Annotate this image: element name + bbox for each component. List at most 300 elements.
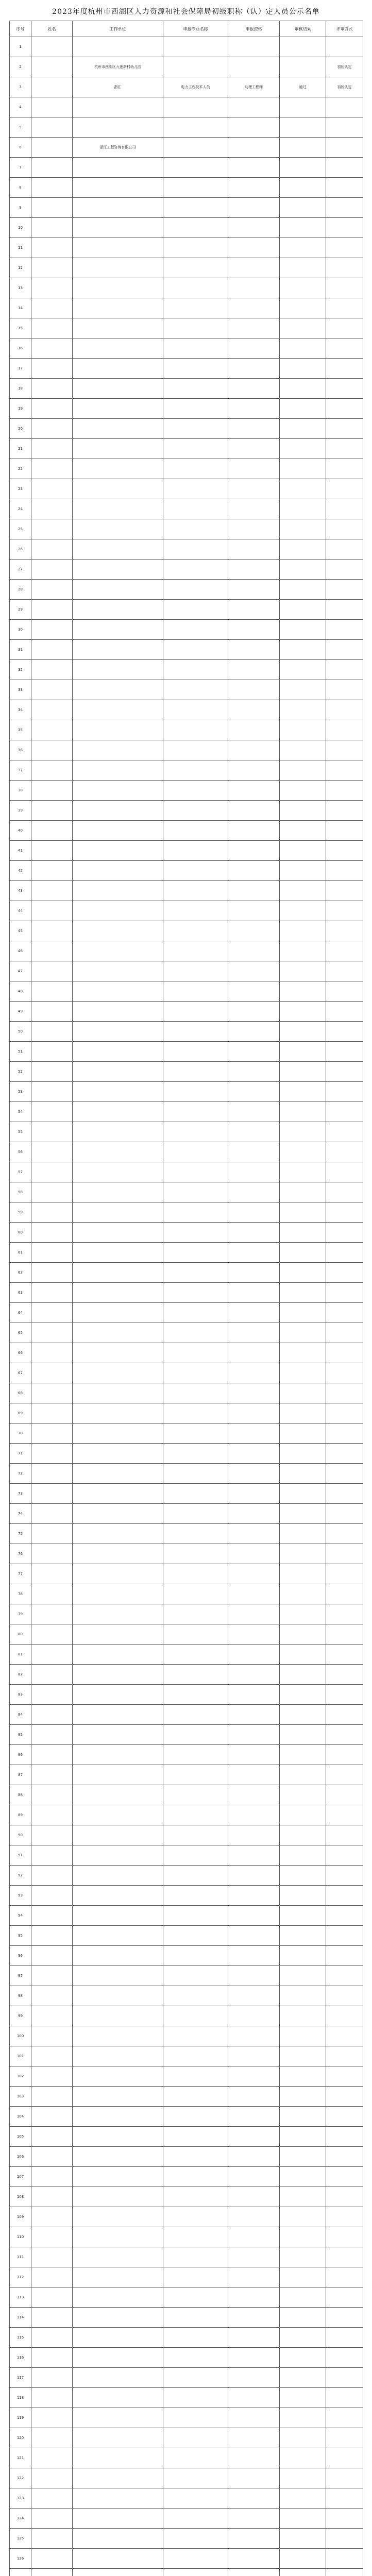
table-row — [10, 1303, 363, 1323]
cell-qualification — [228, 1102, 280, 1122]
cell-index: 74 — [10, 1504, 31, 1524]
cell-name — [31, 238, 73, 258]
cell-review-method — [326, 2468, 363, 2488]
cell-index: 70 — [10, 1423, 31, 1444]
table-row — [10, 861, 363, 881]
cell-review-result — [280, 580, 326, 600]
cell-name — [31, 1805, 73, 1825]
cell-review-result — [280, 881, 326, 901]
cell-review-method — [326, 700, 363, 720]
cell-review-method — [326, 1464, 363, 1484]
cell-index: 125 — [10, 2529, 31, 2549]
cell-qualification — [228, 921, 280, 941]
cell-major — [163, 419, 228, 439]
cell-index: 101 — [10, 2046, 31, 2066]
cell-work-unit — [73, 1886, 163, 1906]
cell-work-unit — [73, 1845, 163, 1866]
cell-index: 120 — [10, 2428, 31, 2448]
cell-work-unit — [73, 359, 163, 379]
cell-review-result — [280, 1825, 326, 1845]
cell-index: 27 — [10, 560, 31, 580]
cell-review-method — [326, 981, 363, 1002]
cell-work-unit — [73, 1263, 163, 1283]
cell-index: 110 — [10, 2227, 31, 2247]
cell-index: 105 — [10, 2127, 31, 2147]
cell-work-unit — [73, 2147, 163, 2167]
cell-major — [163, 2368, 228, 2388]
cell-index: 23 — [10, 479, 31, 499]
cell-major — [163, 1464, 228, 1484]
cell-review-method — [326, 1484, 363, 1504]
cell-index: 96 — [10, 1946, 31, 1966]
cell-work-unit — [73, 1866, 163, 1886]
cell-review-method — [326, 1745, 363, 1765]
cell-major — [163, 1886, 228, 1906]
cell-qualification — [228, 2308, 280, 2328]
cell-major — [163, 158, 228, 178]
cell-name — [31, 2408, 73, 2428]
cell-qualification — [228, 2368, 280, 2388]
table-row — [10, 560, 363, 580]
cell-review-result — [280, 1886, 326, 1906]
cell-qualification — [228, 57, 280, 77]
cell-qualification — [228, 1484, 280, 1504]
cell-review-method — [326, 801, 363, 821]
cell-review-result — [280, 459, 326, 479]
table-row — [10, 77, 363, 97]
cell-major — [163, 1926, 228, 1946]
cell-review-method — [326, 1062, 363, 1082]
cell-work-unit — [73, 1825, 163, 1845]
cell-review-method — [326, 740, 363, 760]
cell-name — [31, 1645, 73, 1665]
cell-review-result — [280, 318, 326, 338]
table-row — [10, 2368, 363, 2388]
cell-index: 37 — [10, 760, 31, 781]
cell-review-method — [326, 660, 363, 680]
cell-name — [31, 1705, 73, 1725]
cell-review-result — [280, 2549, 326, 2569]
cell-qualification — [228, 1202, 280, 1223]
cell-review-method — [326, 1444, 363, 1464]
cell-review-result — [280, 1423, 326, 1444]
cell-review-result — [280, 640, 326, 660]
cell-major — [163, 117, 228, 138]
cell-index: 84 — [10, 1705, 31, 1725]
table-row — [10, 2549, 363, 2569]
cell-index: 94 — [10, 1906, 31, 1926]
table-row — [10, 298, 363, 318]
cell-index: 115 — [10, 2328, 31, 2348]
cell-qualification — [228, 620, 280, 640]
table-row — [10, 1705, 363, 1725]
cell-qualification — [228, 2328, 280, 2348]
table-row — [10, 1464, 363, 1484]
cell-review-result — [280, 399, 326, 419]
cell-work-unit — [73, 1604, 163, 1624]
cell-name — [31, 660, 73, 680]
cell-review-method — [326, 1946, 363, 1966]
cell-work-unit — [73, 158, 163, 178]
table-header-row — [10, 21, 363, 37]
cell-name — [31, 399, 73, 419]
cell-qualification — [228, 1323, 280, 1343]
cell-review-result — [280, 178, 326, 198]
cell-review-method — [326, 1263, 363, 1283]
cell-qualification — [228, 97, 280, 117]
cell-work-unit — [73, 1283, 163, 1303]
table-row — [10, 238, 363, 258]
cell-review-result — [280, 1002, 326, 1022]
cell-review-result — [280, 2509, 326, 2529]
cell-name — [31, 1564, 73, 1584]
cell-review-result — [280, 238, 326, 258]
cell-major — [163, 519, 228, 539]
cell-work-unit — [73, 1946, 163, 1966]
cell-qualification — [228, 1845, 280, 1866]
cell-work-unit — [73, 1805, 163, 1825]
cell-work-unit — [73, 479, 163, 499]
cell-index: 44 — [10, 901, 31, 921]
cell-major — [163, 1082, 228, 1102]
cell-index: 21 — [10, 439, 31, 459]
table-row — [10, 2207, 363, 2227]
cell-review-method — [326, 479, 363, 499]
cell-work-unit — [73, 1584, 163, 1604]
cell-work-unit — [73, 1082, 163, 1102]
cell-work-unit — [73, 981, 163, 1002]
table-row — [10, 2308, 363, 2328]
cell-review-result — [280, 278, 326, 298]
table-row — [10, 1825, 363, 1845]
table-row — [10, 1624, 363, 1645]
cell-qualification — [228, 2549, 280, 2569]
cell-name — [31, 760, 73, 781]
cell-work-unit — [73, 2046, 163, 2066]
cell-review-method — [326, 399, 363, 419]
table-row — [10, 740, 363, 760]
cell-work-unit — [73, 379, 163, 399]
table-row — [10, 2227, 363, 2247]
cell-review-result — [280, 258, 326, 278]
cell-name — [31, 37, 73, 57]
cell-qualification — [228, 338, 280, 359]
cell-review-result — [280, 138, 326, 158]
cell-major — [163, 2428, 228, 2448]
cell-review-method — [326, 841, 363, 861]
cell-name — [31, 961, 73, 981]
cell-major — [163, 37, 228, 57]
cell-work-unit — [73, 2529, 163, 2549]
cell-review-method — [326, 1966, 363, 1986]
cell-name — [31, 2227, 73, 2247]
cell-review-method — [326, 1805, 363, 1825]
cell-review-method — [326, 1866, 363, 1886]
cell-qualification — [228, 1062, 280, 1082]
cell-name — [31, 1082, 73, 1102]
cell-qualification — [228, 781, 280, 801]
cell-index: 65 — [10, 1323, 31, 1343]
cell-major — [163, 1564, 228, 1584]
cell-name — [31, 1062, 73, 1082]
cell-qualification — [228, 2026, 280, 2046]
cell-work-unit — [73, 2207, 163, 2227]
cell-name — [31, 338, 73, 359]
cell-review-method — [326, 1223, 363, 1243]
cell-index: 4 — [10, 97, 31, 117]
cell-work-unit — [73, 2127, 163, 2147]
cell-work-unit — [73, 1202, 163, 1223]
table-row — [10, 1363, 363, 1383]
cell-qualification — [228, 801, 280, 821]
cell-review-method — [326, 2026, 363, 2046]
cell-review-result — [280, 1062, 326, 1082]
cell-index: 59 — [10, 1202, 31, 1223]
cell-major — [163, 2348, 228, 2368]
table-row — [10, 580, 363, 600]
cell-name — [31, 1544, 73, 1564]
cell-review-method — [326, 338, 363, 359]
cell-review-result — [280, 57, 326, 77]
cell-index: 66 — [10, 1343, 31, 1363]
table-row — [10, 1866, 363, 1886]
cell-index: 8 — [10, 178, 31, 198]
cell-name — [31, 1886, 73, 1906]
cell-review-result — [280, 2187, 326, 2207]
cell-index: 109 — [10, 2207, 31, 2227]
cell-review-method — [326, 1343, 363, 1363]
cell-name — [31, 298, 73, 318]
cell-work-unit — [73, 2428, 163, 2448]
cell-review-method — [326, 1202, 363, 1223]
cell-major — [163, 2087, 228, 2107]
cell-work-unit — [73, 620, 163, 640]
cell-name — [31, 1866, 73, 1886]
cell-index: 19 — [10, 399, 31, 419]
cell-review-method — [326, 519, 363, 539]
cell-major — [163, 600, 228, 620]
cell-qualification — [228, 981, 280, 1002]
cell-review-result — [280, 1564, 326, 1584]
cell-review-method — [326, 1142, 363, 1162]
cell-qualification — [228, 1645, 280, 1665]
cell-index: 119 — [10, 2408, 31, 2428]
cell-major — [163, 2388, 228, 2408]
table-row — [10, 2046, 363, 2066]
cell-major — [163, 781, 228, 801]
cell-name — [31, 1524, 73, 1544]
cell-index: 5 — [10, 117, 31, 138]
cell-work-unit — [73, 1624, 163, 1645]
cell-name — [31, 479, 73, 499]
cell-review-method — [326, 2247, 363, 2267]
table-row — [10, 2127, 363, 2147]
cell-work-unit — [73, 2087, 163, 2107]
table-row — [10, 258, 363, 278]
table-row — [10, 1845, 363, 1866]
table-row — [10, 1102, 363, 1122]
cell-index: 121 — [10, 2448, 31, 2468]
cell-name — [31, 519, 73, 539]
cell-review-result — [280, 1122, 326, 1142]
cell-qualification — [228, 740, 280, 760]
cell-qualification — [228, 1785, 280, 1805]
cell-work-unit — [73, 2408, 163, 2428]
cell-index: 13 — [10, 278, 31, 298]
cell-review-method — [326, 1845, 363, 1866]
cell-qualification — [228, 2167, 280, 2187]
cell-work-unit — [73, 539, 163, 560]
cell-index — [10, 2569, 31, 2576]
cell-index: 87 — [10, 1765, 31, 1785]
cell-index: 90 — [10, 1825, 31, 1845]
cell-name — [31, 97, 73, 117]
cell-review-result — [280, 2026, 326, 2046]
cell-name — [31, 981, 73, 1002]
table-row — [10, 37, 363, 57]
cell-major — [163, 1022, 228, 1042]
cell-review-method — [326, 2348, 363, 2368]
cell-qualification — [228, 158, 280, 178]
cell-qualification — [228, 238, 280, 258]
cell-review-result — [280, 660, 326, 680]
cell-review-method — [326, 560, 363, 580]
cell-major — [163, 2488, 228, 2509]
cell-major — [163, 1845, 228, 1866]
cell-review-result — [280, 981, 326, 1002]
cell-qualification — [228, 1866, 280, 1886]
cell-major — [163, 2549, 228, 2569]
cell-name — [31, 680, 73, 700]
table-row — [10, 158, 363, 178]
cell-review-result — [280, 2247, 326, 2267]
cell-review-result — [280, 439, 326, 459]
cell-qualification — [228, 2207, 280, 2227]
cell-major — [163, 1604, 228, 1624]
cell-major — [163, 1544, 228, 1564]
cell-review-method — [326, 1243, 363, 1263]
cell-qualification — [228, 178, 280, 198]
cell-major — [163, 1986, 228, 2006]
cell-name — [31, 1966, 73, 1986]
cell-review-method — [326, 901, 363, 921]
cell-review-result — [280, 2227, 326, 2247]
cell-review-result — [280, 1243, 326, 1263]
cell-qualification — [228, 138, 280, 158]
cell-qualification — [228, 2006, 280, 2026]
cell-qualification — [228, 1624, 280, 1645]
table-row — [10, 318, 363, 338]
cell-work-unit — [73, 821, 163, 841]
table-row — [10, 760, 363, 781]
table-row — [10, 2569, 363, 2576]
cell-review-method — [326, 1182, 363, 1202]
cell-qualification — [228, 1524, 280, 1544]
cell-index: 51 — [10, 1042, 31, 1062]
cell-qualification — [228, 258, 280, 278]
cell-index: 53 — [10, 1082, 31, 1102]
cell-major — [163, 1323, 228, 1343]
cell-review-result — [280, 841, 326, 861]
cell-review-method — [326, 921, 363, 941]
cell-major — [163, 1444, 228, 1464]
cell-review-result — [280, 1162, 326, 1182]
cell-major — [163, 1665, 228, 1685]
cell-review-result — [280, 600, 326, 620]
cell-index: 48 — [10, 981, 31, 1002]
cell-name — [31, 2006, 73, 2026]
table-row — [10, 2388, 363, 2408]
cell-review-result — [280, 2287, 326, 2308]
header-work-unit: 工作单位 — [73, 21, 163, 37]
cell-review-result — [280, 1202, 326, 1223]
table-row — [10, 2147, 363, 2167]
cell-name — [31, 2468, 73, 2488]
cell-work-unit — [73, 881, 163, 901]
cell-name — [31, 600, 73, 620]
cell-review-result — [280, 1042, 326, 1062]
cell-qualification — [228, 1725, 280, 1745]
cell-major — [163, 680, 228, 700]
cell-name — [31, 1584, 73, 1604]
cell-review-result — [280, 1665, 326, 1685]
cell-review-method — [326, 359, 363, 379]
cell-work-unit — [73, 1002, 163, 1022]
table-row — [10, 881, 363, 901]
cell-name — [31, 700, 73, 720]
cell-major — [163, 1825, 228, 1845]
cell-index: 75 — [10, 1524, 31, 1544]
cell-work-unit — [73, 1645, 163, 1665]
cell-major — [163, 198, 228, 218]
cell-major — [163, 2147, 228, 2167]
cell-qualification — [228, 2046, 280, 2066]
cell-name — [31, 178, 73, 198]
cell-major — [163, 2328, 228, 2348]
cell-work-unit — [73, 1665, 163, 1685]
cell-work-unit — [73, 1785, 163, 1805]
cell-name — [31, 2448, 73, 2468]
cell-qualification — [228, 1745, 280, 1765]
table-row — [10, 1544, 363, 1564]
cell-name — [31, 801, 73, 821]
cell-index: 52 — [10, 1062, 31, 1082]
cell-review-result — [280, 720, 326, 740]
cell-name — [31, 1725, 73, 1745]
cell-major — [163, 2287, 228, 2308]
cell-qualification — [228, 2227, 280, 2247]
table-row — [10, 1142, 363, 1162]
table-row — [10, 680, 363, 700]
cell-major — [163, 921, 228, 941]
cell-major — [163, 941, 228, 961]
cell-review-method — [326, 2488, 363, 2509]
cell-work-unit: 浙江工程咨询有限公司 — [73, 138, 163, 158]
table-row — [10, 2328, 363, 2348]
cell-index: 28 — [10, 580, 31, 600]
cell-review-method — [326, 2127, 363, 2147]
cell-major — [163, 459, 228, 479]
roster-body — [10, 37, 363, 2576]
table-row — [10, 2509, 363, 2529]
cell-work-unit — [73, 2488, 163, 2509]
cell-review-result — [280, 2388, 326, 2408]
cell-qualification — [228, 1604, 280, 1624]
cell-index: 118 — [10, 2388, 31, 2408]
cell-qualification — [228, 1343, 280, 1363]
cell-review-result — [280, 379, 326, 399]
cell-major — [163, 1343, 228, 1363]
